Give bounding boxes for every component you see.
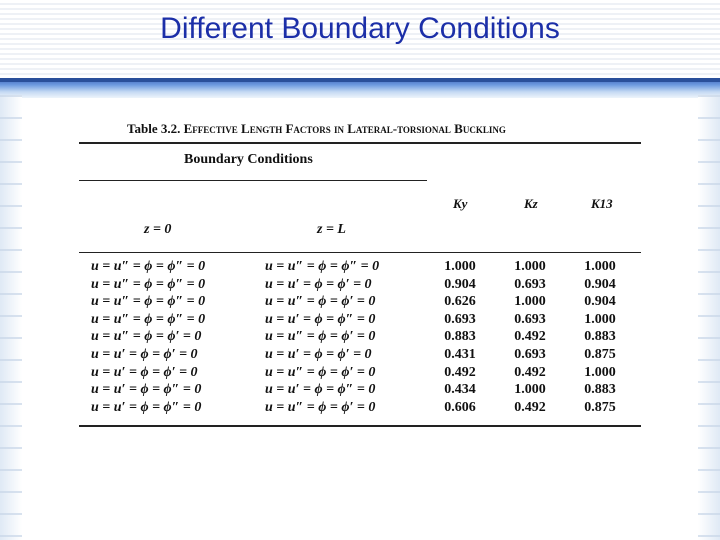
cell-z0: u = u″ = ϕ = ϕ″ = 0 — [91, 276, 206, 292]
boundary-conditions-table — [79, 118, 641, 427]
cell-kz: 0.492 — [514, 329, 546, 345]
cell-k13: 0.875 — [584, 346, 616, 362]
cell-k13: 0.904 — [584, 276, 616, 292]
cell-ky: 0.434 — [444, 382, 476, 398]
cell-ky: 0.626 — [444, 294, 476, 310]
table-caption-text: Effective Length Factors in Lateral-torsional Buckling — [183, 121, 506, 136]
cell-zL: u = u′ = ϕ = ϕ′ = 0 — [265, 346, 372, 362]
cell-kz: 0.492 — [514, 399, 546, 415]
cell-zL: u = u′ = ϕ = ϕ″ = 0 — [265, 382, 376, 398]
cell-z0: u = u″ = ϕ = ϕ″ = 0 — [91, 311, 206, 327]
header-subrule — [79, 180, 427, 181]
cell-ky: 0.606 — [444, 399, 476, 415]
cell-k13: 0.883 — [584, 329, 616, 345]
left-side-decoration — [0, 95, 22, 540]
cell-kz: 1.000 — [514, 294, 546, 310]
cell-k13: 1.000 — [584, 364, 616, 380]
cell-z0: u = u″ = ϕ = ϕ″ = 0 — [91, 259, 206, 274]
table-row — [79, 329, 641, 347]
cell-z0: u = u″ = ϕ = ϕ″ = 0 — [91, 294, 206, 310]
table-caption-number: Table 3.2. — [127, 121, 181, 136]
col-header-ky: Ky — [453, 196, 468, 211]
col-header-kz: Kz — [524, 196, 538, 211]
cell-z0: u = u′ = ϕ = ϕ″ = 0 — [91, 399, 202, 415]
table-row — [79, 400, 641, 418]
table-row — [79, 277, 641, 295]
cell-k13: 1.000 — [584, 259, 616, 274]
cell-ky: 0.904 — [444, 276, 476, 292]
cell-zL: u = u″ = ϕ = ϕ′ = 0 — [265, 364, 376, 380]
title-divider — [0, 78, 720, 98]
slide-title: Different Boundary Conditions — [160, 12, 560, 45]
cell-ky: 1.000 — [444, 259, 476, 274]
col-header-z0: z = 0 — [144, 222, 172, 237]
cell-kz: 1.000 — [514, 259, 546, 274]
cell-zL: u = u″ = ϕ = ϕ′ = 0 — [265, 399, 376, 415]
right-side-decoration — [698, 95, 720, 540]
table-row — [79, 259, 641, 277]
table-body — [79, 253, 641, 417]
table-row — [79, 312, 641, 330]
cell-k13: 0.883 — [584, 382, 616, 398]
cell-z0: u = u′ = ϕ = ϕ″ = 0 — [91, 382, 202, 398]
cell-ky: 0.431 — [444, 346, 476, 362]
col-header-zL: z = L — [317, 222, 346, 237]
cell-kz: 0.693 — [514, 346, 546, 362]
cell-kz: 0.693 — [514, 276, 546, 292]
table-row — [79, 382, 641, 400]
cell-k13: 1.000 — [584, 311, 616, 327]
table-row — [79, 294, 641, 312]
cell-ky: 0.492 — [444, 364, 476, 380]
table-bottom-rule — [79, 425, 641, 427]
cell-z0: u = u′ = ϕ = ϕ′ = 0 — [91, 364, 198, 380]
cell-z0: u = u″ = ϕ = ϕ′ = 0 — [91, 329, 202, 345]
cell-zL: u = u″ = ϕ = ϕ′ = 0 — [265, 294, 376, 310]
table-row — [79, 365, 641, 383]
cell-ky: 0.883 — [444, 329, 476, 345]
cell-k13: 0.875 — [584, 399, 616, 415]
table-caption — [79, 118, 641, 142]
cell-ky: 0.693 — [444, 311, 476, 327]
table-header — [79, 144, 641, 237]
table-row — [79, 347, 641, 365]
boundary-conditions-header: Boundary Conditions — [184, 152, 313, 167]
cell-z0: u = u′ = ϕ = ϕ′ = 0 — [91, 346, 198, 362]
cell-zL: u = u″ = ϕ = ϕ′ = 0 — [265, 329, 376, 345]
cell-zL: u = u′ = ϕ = ϕ″ = 0 — [265, 311, 376, 327]
cell-kz: 0.693 — [514, 311, 546, 327]
cell-kz: 1.000 — [514, 382, 546, 398]
cell-kz: 0.492 — [514, 364, 546, 380]
col-header-k13: K13 — [591, 196, 613, 211]
cell-zL: u = u″ = ϕ = ϕ″ = 0 — [265, 259, 380, 274]
cell-k13: 0.904 — [584, 294, 616, 310]
cell-zL: u = u′ = ϕ = ϕ′ = 0 — [265, 276, 372, 292]
